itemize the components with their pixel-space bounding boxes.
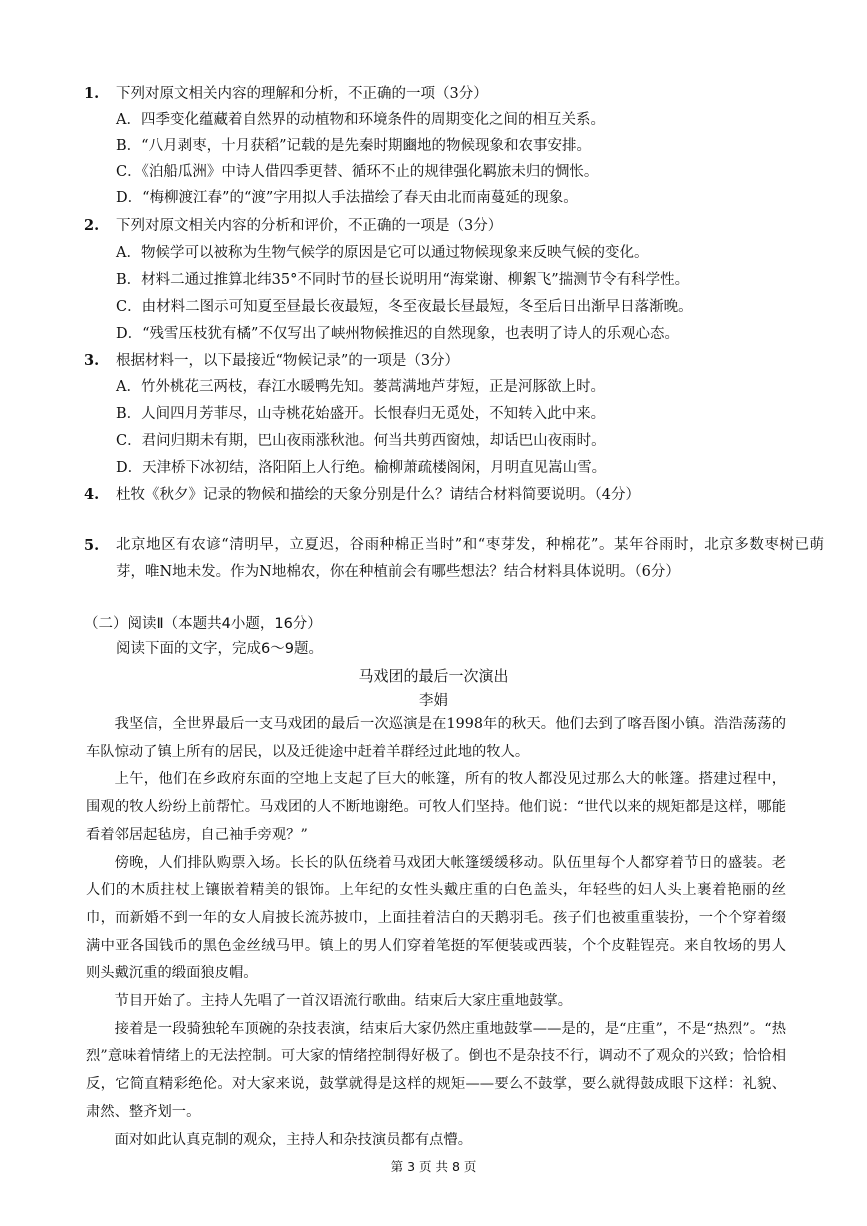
article-title: 马戏团的最后一次演出 xyxy=(358,667,509,685)
article-paragraph: 接着是一段骑独轮车顶碗的杂技表演，结束后大家仍然庄重地鼓掌——是的，是“庄重”，不是“热烈”。“热烈”意味着情绪上的无法控制。可大家的情绪控制得好极了。倒也不是杂技不行，调动不了观众的兴致；恰恰相反，它简直精彩绝伦。对大家来说，鼓掌就得是这样的规矩——要么不鼓掌，要么就得鼓成眼下这样：礼貌、肃然、整齐划一。 xyxy=(86,1020,786,1120)
article-paragraph: 傍晚，人们排队购票入场。长长的队伍绕着马戏团大帐篷缓缓移动。队伍里每个人都穿着节日的盛装。老人们的木质拄杖上镶嵌着精美的银饰。上年纪的女性头戴庄重的白色盖头，年轻些的妇人头上裹着艳丽的丝巾，而新婚不到一年的女人肩披长流苏披巾，上面挂着洁白的天鹅羽毛。孩子们也被重重装扮，一个个穿着缀满中亚各国钱币的黑色金丝绒马甲。镇上的男人们穿着笔挺的军便装或西装，个个皮鞋锃亮。来自牧场的男人则头戴沉重的缎面狼皮帽。 xyxy=(86,854,786,982)
question-stem: 下列对原文相关内容的分析和评价，不正确的一项是（3分） xyxy=(116,218,503,234)
question-1-option-b: B．“八月剥枣，十月获稻”记载的是先秦时期豳地的物候现象和农事安排。 xyxy=(116,138,591,154)
article-paragraph: 面对如此认真克制的观众，主持人和杂技演员都有点懵。 xyxy=(114,1131,473,1148)
question-stem: 根据材料一，以下最接近“物候记录”的一项是（3分） xyxy=(116,353,460,369)
question-number: 4. xyxy=(84,486,100,503)
question-number: 3. xyxy=(84,352,100,369)
question-stem: 杜牧《秋夕》记录的物候和描绘的天象分别是什么？请结合材料简要说明。（4分） xyxy=(116,487,640,503)
section-heading: （二）阅读Ⅱ（本题共4小题，16分） xyxy=(84,616,322,632)
question-number: 1. xyxy=(84,85,100,102)
question-3-option-d: D．天津桥下冰初结，洛阳陌上人行绝。榆柳萧疏楼阁闲，月明直见嵩山雪。 xyxy=(116,460,607,476)
section-instruction: 阅读下面的文字，完成6～9题。 xyxy=(116,641,323,657)
question-number: 2. xyxy=(84,217,100,234)
article-body xyxy=(86,711,786,1154)
question-3-option-b: B．人间四月芳菲尽，山寺桃花始盛开。长恨春归无觅处，不知转入此中来。 xyxy=(116,406,606,422)
question-1-option-c: C．《泊船瓜洲》中诗人借四季更替、循环不止的规律强化羁旅未归的惆怅。 xyxy=(116,164,599,180)
question-stem: 下列对原文相关内容的理解和分析，不正确的一项（3分） xyxy=(116,86,488,102)
question-3-option-c: C．君问归期未有期，巴山夜雨涨秋池。何当共剪西窗烛，却话巴山夜雨时。 xyxy=(116,433,606,449)
article-paragraph: 节目开始了。主持人先唱了一首汉语流行歌曲。结束后大家庄重地鼓掌。 xyxy=(114,993,573,1010)
article-paragraph: 我坚信，全世界最后一支马戏团的最后一次巡演是在1998年的秋天。他们去到了喀吾图小镇。浩浩荡荡的车队惊动了镇上所有的居民，以及迁徙途中赶着羊群经过此地的牧人。 xyxy=(86,716,786,760)
question-2-option-a: A．物候学可以被称为生物气候学的原因是它可以通过物候现象来反映气候的变化。 xyxy=(116,245,649,261)
question-1-option-a: A．四季变化蕴藏着自然界的动植物和环境条件的周期变化之间的相互关系。 xyxy=(116,112,605,128)
article-paragraph: 上午，他们在乡政府东面的空地上支起了巨大的帐篷，所有的牧人都没见过那么大的帐篷。搭建过程中，围观的牧人纷纷上前帮忙。马戏团的人不断地谢绝。可牧人们坚持。他们说：“世代以来的规矩都是这样，哪能看着邻居起毡房，自己袖手旁观？” xyxy=(86,771,786,843)
question-3-option-a: A．竹外桃花三两枝，春江水暖鸭先知。蒌蒿满地芦芽短，正是河豚欲上时。 xyxy=(116,379,605,395)
question-number: 5. xyxy=(84,537,100,554)
article-author: 李娟 xyxy=(419,693,448,709)
question-2-option-d: D．“残雪压枝犹有橘”不仅写出了峡州物候推迟的自然现象，也表明了诗人的乐观心态。 xyxy=(116,326,679,342)
question-2-option-b: B．材料二通过推算北纬35°不同时节的昼长说明用“海棠谢、柳絮飞”揣测节令有科学性。 xyxy=(116,272,690,288)
question-stem: 北京地区有农谚“清明早，立夏迟，谷雨种棉正当时”和“枣芽发，种棉花”。某年谷雨时，北京多数枣树已萌芽，唯N地未发。作为N地棉农，你在种植前会有哪些想法？结合材料具体说明。（6分） xyxy=(116,537,824,580)
page-footer: 第 3 页 共 8 页 xyxy=(390,1159,477,1174)
question-1-option-d: D．“梅柳渡江春”的“渡”字用拟人手法描绘了春天由北而南蔓延的现象。 xyxy=(116,190,578,206)
question-2-option-c: C．由材料二图示可知夏至昼最长夜最短，冬至夜最长昼最短，冬至后日出渐早日落渐晚。 xyxy=(116,299,693,315)
